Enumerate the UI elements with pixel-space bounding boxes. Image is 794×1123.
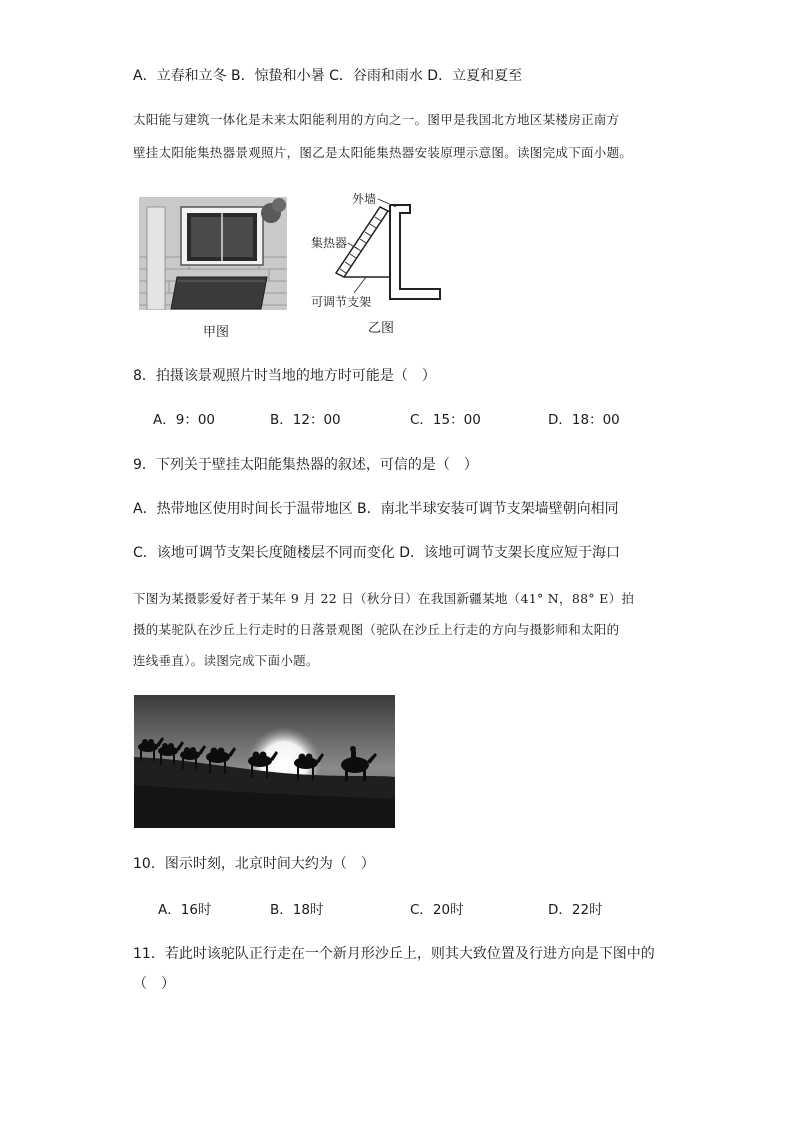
figure-a-photo — [139, 197, 287, 310]
q10-option-c: C．20时 — [410, 902, 464, 918]
label-wall: 外墙 — [352, 192, 377, 206]
label-collector: 集热器 — [311, 236, 348, 250]
q9-options-ab: A．热带地区使用时间长于温带地区 B．南北半球安装可调节支架墙壁朝向相同 — [133, 501, 619, 517]
camel-sunset-photo — [134, 695, 395, 828]
q10-option-d: D．22时 — [548, 902, 603, 918]
q7-options: A．立春和立冬 B．惊蛰和小暑 C．谷雨和雨水 D．立夏和夏至 — [133, 68, 523, 84]
passage2-line1: 下图为某摄影爱好者于某年 9 月 22 日（秋分日）在我国新疆某地（41° N，88° E）拍 — [133, 591, 635, 606]
passage1-line1: 太阳能与建筑一体化是未来太阳能利用的方向之一。图甲是我国北方地区某楼房正南方 — [133, 112, 620, 127]
figure-a-caption: 甲图 — [203, 325, 230, 340]
passage2-line2: 摄的某驼队在沙丘上行走时的日落景观图（驼队在沙丘上行走的方向与摄影师和太阳的 — [133, 622, 620, 637]
q8-stem: 8．拍摄该景观照片时当地的地方时可能是（ ） — [133, 368, 436, 384]
q10-option-a: A．16时 — [158, 902, 212, 918]
q9-options-cd: C．该地可调节支架长度随楼层不同而变化 D．该地可调节支架长度应短于海口 — [133, 545, 621, 561]
passage2-line3: 连线垂直）。读图完成下面小题。 — [133, 653, 319, 668]
q8-option-c: C．15：00 — [410, 412, 481, 428]
label-bracket: 可调节支架 — [311, 295, 372, 309]
q8-option-b: B．12：00 — [270, 412, 341, 428]
figure-b-caption: 乙图 — [368, 321, 395, 336]
q8-option-d: D．18：00 — [548, 412, 620, 428]
q10-stem: 10．图示时刻，北京时间大约为（ ） — [133, 856, 375, 872]
q10-option-b: B．18时 — [270, 902, 324, 918]
passage1-line2: 壁挂太阳能集热器景观照片，图乙是太阳能集热器安装原理示意图。读图完成下面小题。 — [133, 145, 633, 160]
q11-stem: 11．若此时该驼队正行走在一个新月形沙丘上，则其大致位置及行进方向是下图中的 — [133, 946, 655, 962]
q11-stem-cont: （ ） — [133, 976, 175, 992]
q9-stem: 9．下列关于壁挂太阳能集热器的叙述，可信的是（ ） — [133, 457, 478, 473]
q8-option-a: A．9：00 — [153, 412, 216, 428]
